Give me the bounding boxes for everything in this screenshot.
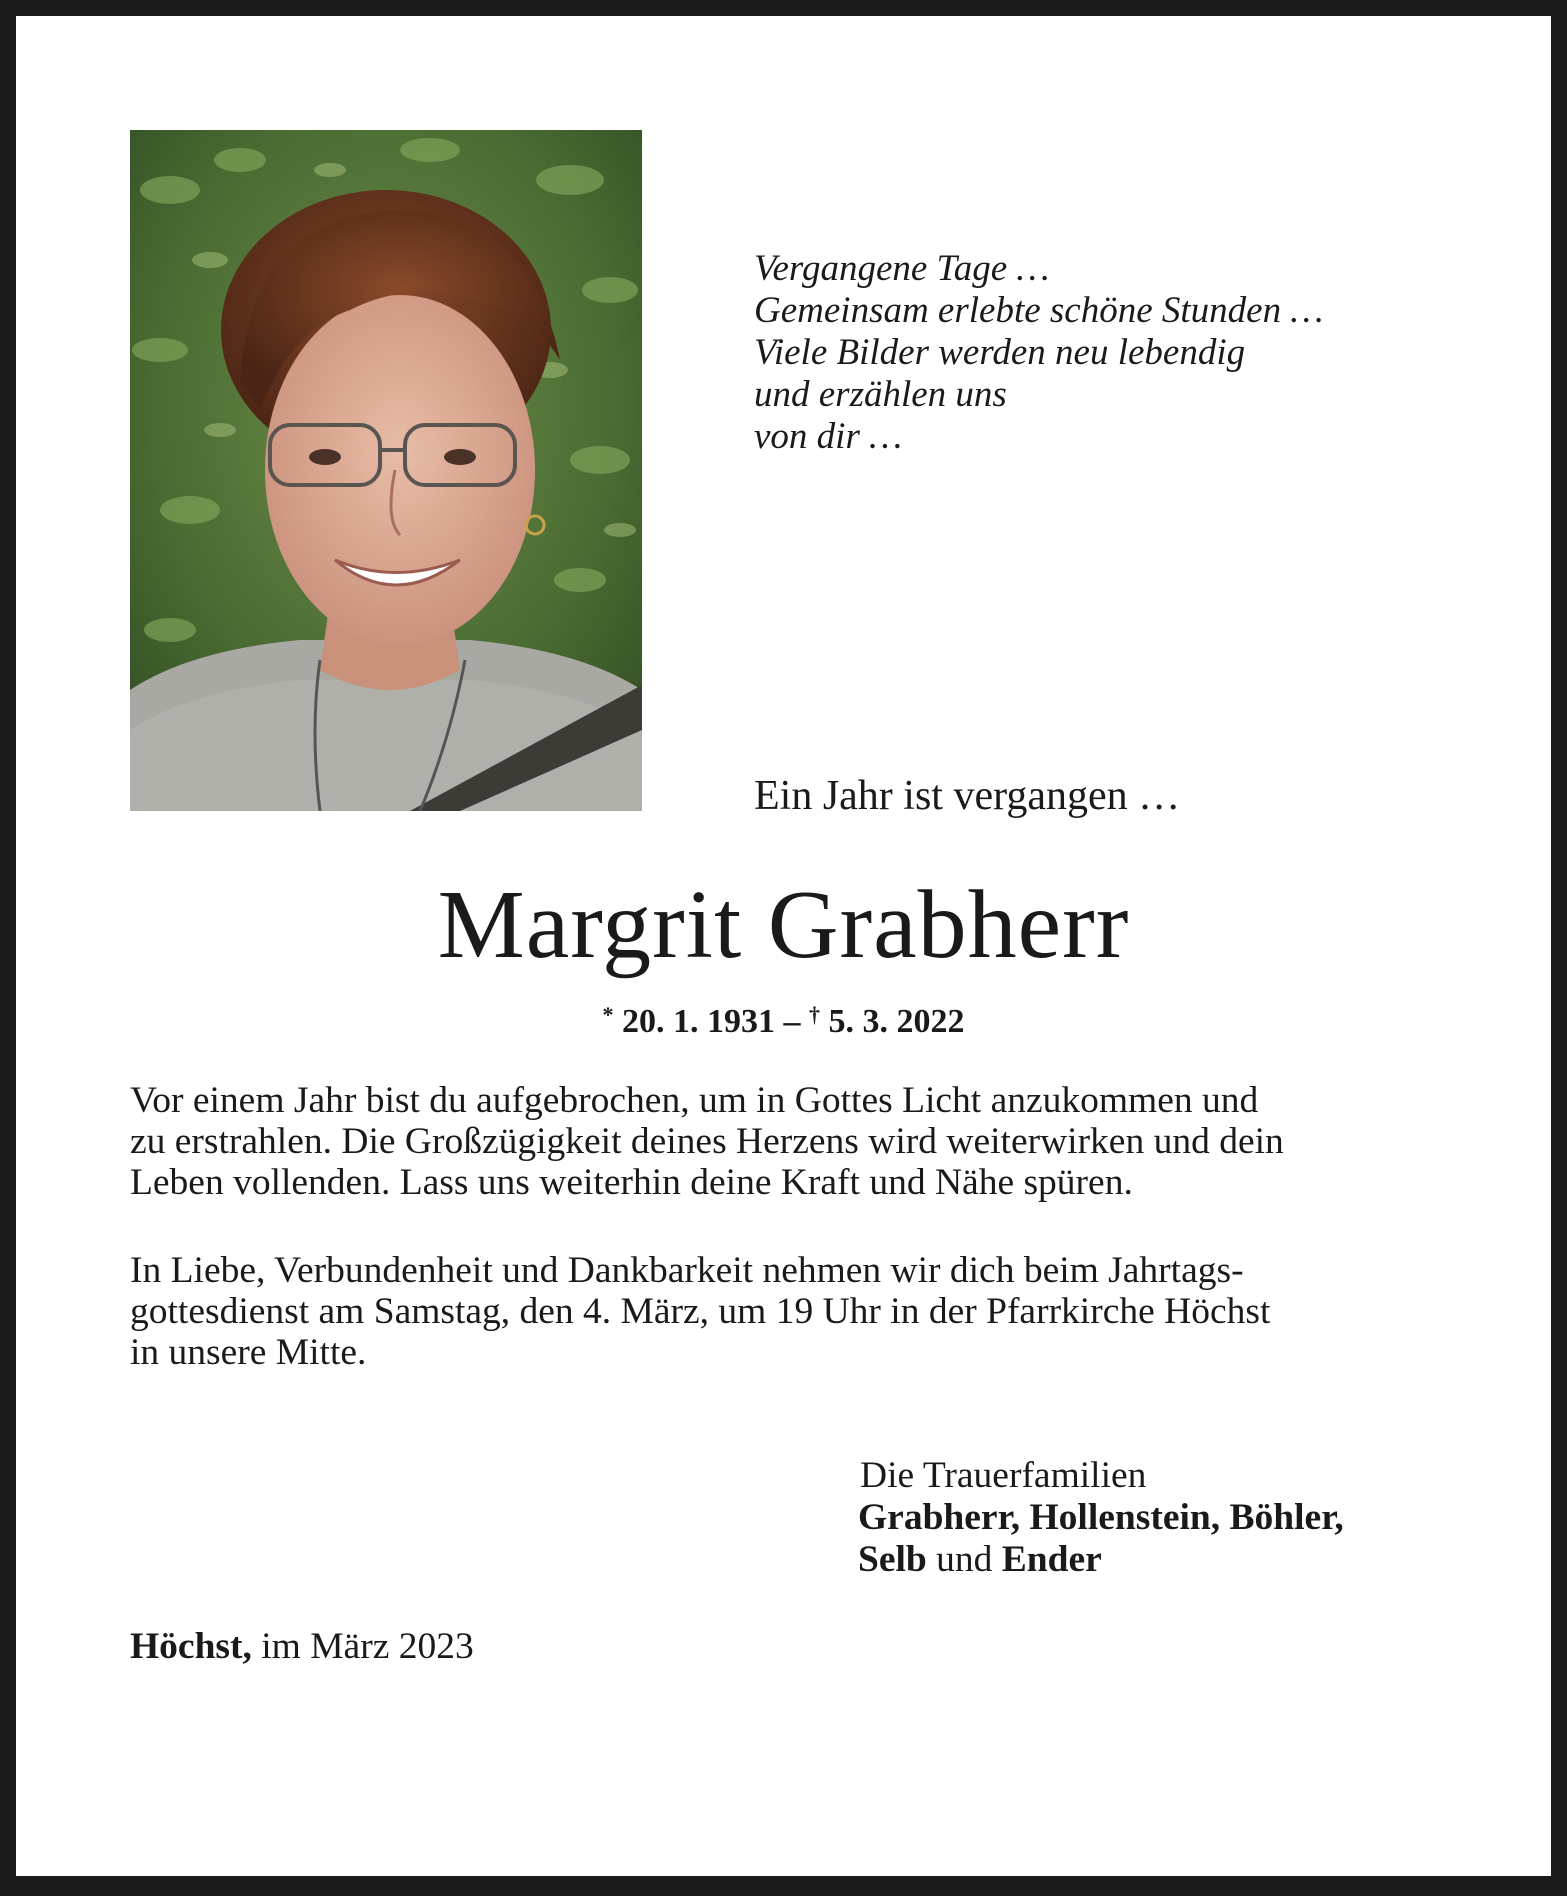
place-and-date bbox=[130, 1626, 474, 1668]
birth-symbol: * bbox=[602, 1002, 614, 1027]
poem-line: Vergangene Tage … bbox=[754, 248, 1050, 289]
portrait-photo-icon bbox=[130, 130, 642, 811]
families-intro: Die Trauerfamilien bbox=[860, 1455, 1147, 1496]
poem-line: Gemeinsam erlebte schöne Stunden … bbox=[754, 290, 1324, 331]
paragraph-line: in unsere Mitte. bbox=[130, 1332, 367, 1373]
service-paragraph bbox=[130, 1250, 1440, 1373]
date: im März 2023 bbox=[251, 1626, 474, 1667]
year-passed-heading: Ein Jahr ist vergangen … bbox=[754, 773, 1181, 819]
memorial-paragraph bbox=[130, 1080, 1440, 1203]
families-and: und bbox=[926, 1539, 1002, 1580]
mourning-families bbox=[858, 1455, 1344, 1581]
paragraph-line: gottesdienst am Samstag, den 4. März, um 19 Uhr in der Pfarrkirche Höchst bbox=[130, 1291, 1271, 1332]
date-separator: – bbox=[783, 1003, 801, 1040]
portrait-photo bbox=[130, 130, 642, 811]
family-selb: Selb bbox=[858, 1539, 927, 1580]
life-dates bbox=[0, 995, 1567, 1042]
deceased-name: Margrit Grabherr bbox=[437, 871, 1130, 979]
poem bbox=[754, 248, 1454, 458]
families-line-1: Grabherr, Hollenstein, Böhler, bbox=[858, 1497, 1344, 1538]
poem-line: und erzählen uns bbox=[754, 374, 1007, 415]
paragraph-line: Vor einem Jahr bist du aufgebrochen, um in Gottes Licht anzukommen und bbox=[130, 1080, 1259, 1121]
poem-line: Viele Bilder werden neu lebendig bbox=[754, 332, 1246, 373]
family-ender: Ender bbox=[1001, 1539, 1102, 1580]
paragraph-line: In Liebe, Verbundenheit und Dankbarkeit nehmen wir dich beim Jahrtags- bbox=[130, 1250, 1244, 1291]
paragraph-line: Leben vollenden. Lass uns weiterhin deine Kraft und Nähe spüren. bbox=[130, 1162, 1133, 1203]
poem-line: von dir … bbox=[754, 416, 902, 457]
death-symbol: † bbox=[809, 1002, 820, 1027]
place: Höchst, bbox=[130, 1626, 252, 1667]
birth-date: 20. 1. 1931 bbox=[622, 1003, 775, 1040]
death-date: 5. 3. 2022 bbox=[828, 1003, 965, 1040]
paragraph-line: zu erstrahlen. Die Großzügigkeit deines Herzens wird weiterwirken und dein bbox=[130, 1121, 1284, 1162]
